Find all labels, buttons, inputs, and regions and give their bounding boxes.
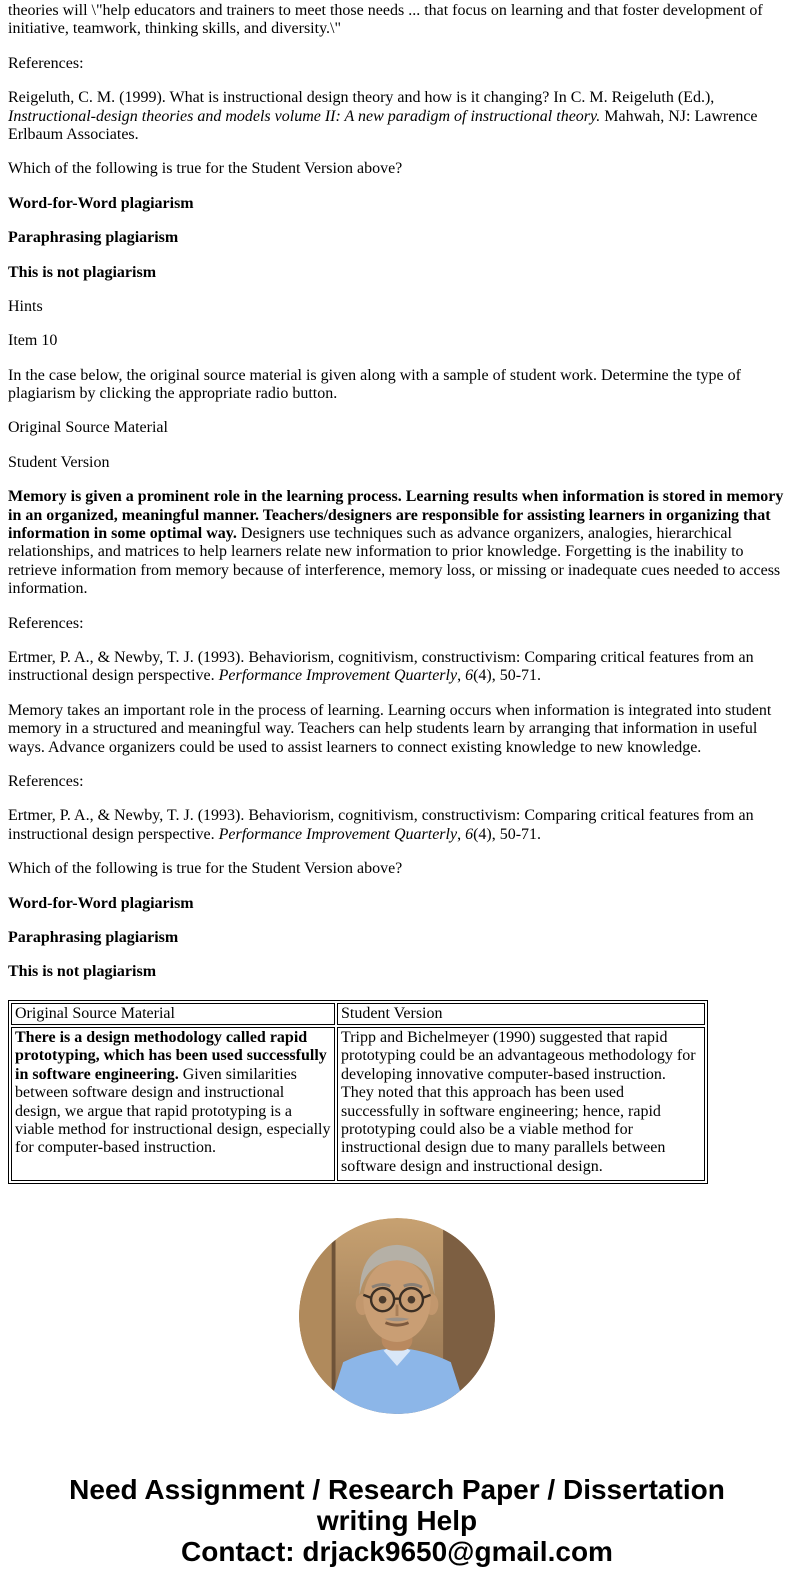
footer-contact-email[interactable]: Contact: drjack9650@gmail.com <box>181 1536 613 1568</box>
student-version-label: Student Version <box>8 453 110 471</box>
option-label[interactable]: This is not plagiarism <box>8 963 157 981</box>
citation-post: Mahwah, NJ: Lawrence Erlbaum Associates. <box>8 107 758 143</box>
citation-pre: Ertmer, P. A., & Newby, T. J. (1993). Behaviorism, cognitivism, constructivism: Comparing critical features from an instructional design perspective. <box>8 648 754 685</box>
citation-pre: Ertmer, P. A., & Newby, T. J. (1993). Behaviorism, cognitivism, constructivism: Comparing critical features from an instructional design perspective. <box>8 807 754 843</box>
table-header-student: Student Version <box>337 1003 705 1025</box>
citation-title-italic: Instructional-design theories and models volume II: A new paradigm of instructional theory. <box>8 107 601 125</box>
citation-sep: , <box>457 825 466 843</box>
option-not-plagiarism-2[interactable] <box>8 963 786 981</box>
table-header-original: Original Source Material <box>11 1003 335 1025</box>
quiz-document <box>8 2 786 1568</box>
option-word-for-word-1[interactable] <box>8 195 786 213</box>
reference-citation-1 <box>8 89 786 144</box>
student-version-paragraph: Memory takes an important role in the process of learning. Learning occurs when information is integrated into student memory in a structured and meaningful way. Teachers can help students learn by arranging that information in useful ways. Advance organizers could be used to assist learners to connect existing knowledge to new knowledge. <box>8 701 772 756</box>
option-label[interactable]: This is not plagiarism <box>8 263 157 281</box>
question-text-1: Which of the following is true for the Student Version above? <box>8 160 403 178</box>
option-word-for-word-2[interactable] <box>8 895 786 913</box>
table-original-bold: There is a design methodology called rapid prototyping, which has been used successfully in software engineering. <box>15 1029 327 1083</box>
citation-journal-italic: Performance Improvement Quarterly <box>218 667 458 685</box>
comparison-table <box>8 1000 708 1184</box>
source-excerpt-tail <box>8 2 786 39</box>
citation-post: (4), 50-71. <box>473 825 542 843</box>
avatar <box>299 1218 495 1414</box>
option-paraphrasing-1[interactable] <box>8 229 786 247</box>
original-source-paragraph <box>8 488 786 598</box>
original-source-bold: Memory is given a prominent role in the learning process. Learning results when information is stored in memory in an organized, meaningful manner. Teachers/designers are responsible for assisting learners in organizing that information in some optimal way. <box>8 488 784 543</box>
source-excerpt-text: theories will \"help educators and trainers to meet those needs ... that focus on learning and that foster development of initiative, teamwork, thinking skills, and diversity.\" <box>8 2 763 38</box>
option-not-plagiarism-1[interactable] <box>8 264 786 282</box>
question-text-2: Which of the following is true for the Student Version above? <box>8 860 403 878</box>
table-cell-original <box>11 1027 335 1181</box>
table-cell-student: Tripp and Bichelmeyer (1990) suggested that rapid prototyping could be an advantageous methodology for developing innovative computer-based instruction. They noted that this approach has been used successfully in software engineering; hence, rapid prototyping could also be a viable method for instructional design due to many parallels between software design and instructional design. <box>337 1027 705 1181</box>
table-original-rest: Given similarities between software design and instructional design, we argue that rapid prototyping is a viable method for instructional design, especially for computer-based instruction. <box>15 1065 331 1157</box>
avatar-container <box>8 1218 786 1419</box>
comparison-table-body-row <box>11 1027 705 1181</box>
original-source-label: Original Source Material <box>8 419 168 437</box>
citation-journal-italic: Performance Improvement Quarterly <box>218 825 458 843</box>
footer-help-text: Need Assignment / Research Paper / Dissertation writing Help <box>69 1474 725 1537</box>
option-label[interactable]: Paraphrasing plagiarism <box>8 928 179 946</box>
reference-citation-3 <box>8 807 786 844</box>
option-paraphrasing-2[interactable] <box>8 929 786 947</box>
item-10-instructions: In the case below, the original source material is given along with a sample of student work. Determine the type of plagiarism by clicking the appropriate radio button. <box>8 366 741 403</box>
comparison-table-header-row <box>11 1003 705 1025</box>
references-label-2: References: <box>8 614 84 632</box>
option-label[interactable]: Word-for-Word plagiarism <box>8 194 194 212</box>
citation-sep: , <box>457 667 466 685</box>
citation-volume-italic: 6 <box>465 825 474 843</box>
hints-link[interactable]: Hints <box>8 297 43 315</box>
footer-banner <box>32 1475 762 1567</box>
citation-volume-italic: 6 <box>465 667 474 685</box>
option-label[interactable]: Paraphrasing plagiarism <box>8 229 179 247</box>
references-label-1: References: <box>8 54 84 72</box>
citation-post: (4), 50-71. <box>473 667 542 685</box>
reference-citation-2 <box>8 649 786 686</box>
person-photo-illustration <box>299 1218 495 1414</box>
option-label[interactable]: Word-for-Word plagiarism <box>8 894 194 912</box>
references-label-3: References: <box>8 772 84 790</box>
citation-pre: Reigeluth, C. M. (1999). What is instructional design theory and how is it changing? In C. M. Reigeluth (Ed.), <box>8 89 715 107</box>
original-source-rest: Designers use techniques such as advance organizers, analogies, hierarchical relationships, and matrices to help learners relate new information to prior knowledge. Forgetting is the inability to retrieve information from memory because of interference, memory loss, or missing or inadequate cues needed to access information. <box>8 525 781 598</box>
item-10-title: Item 10 <box>8 332 58 350</box>
